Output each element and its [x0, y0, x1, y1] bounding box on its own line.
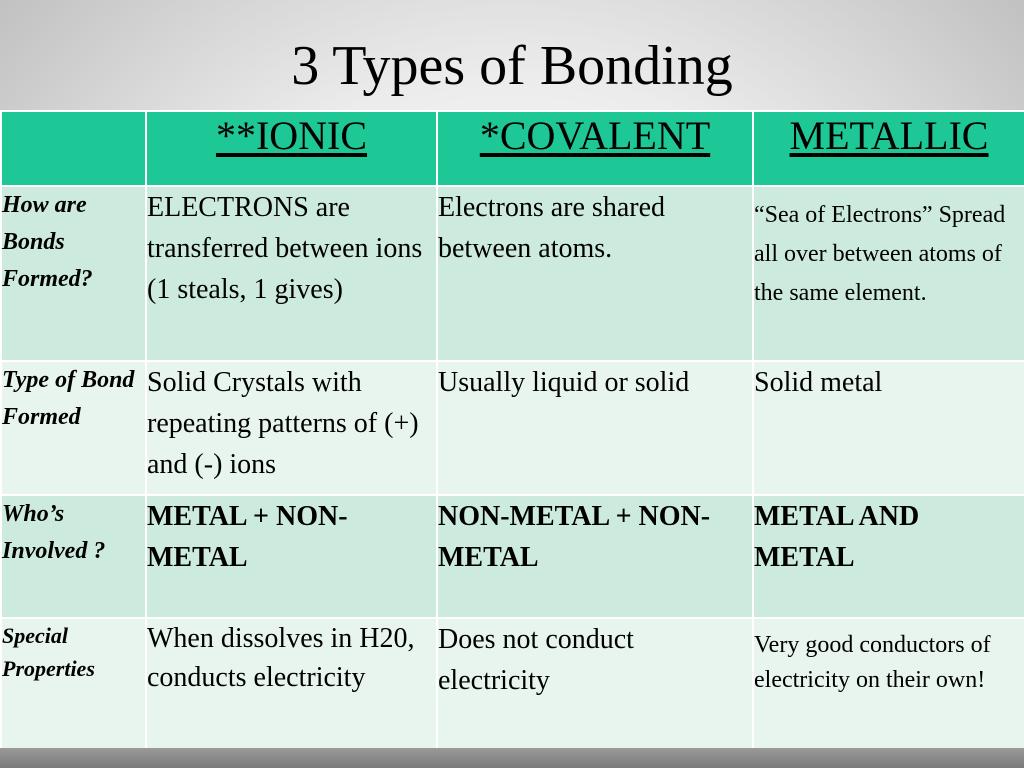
cell-covalent-bond-type: Usually liquid or solid [437, 361, 753, 495]
slide-bottom-band [0, 748, 1024, 768]
row-label-whos-involved: Who’s Involved ? [1, 495, 146, 618]
cell-ionic-special-properties: When dissolves in H20, conducts electricity [146, 618, 437, 749]
slide-title: 3 Types of Bonding [291, 35, 733, 97]
cell-metallic-how-formed: “Sea of Electrons” Spread all over between atoms of the same element. [753, 186, 1024, 361]
cell-ionic-how-formed: ELECTRONS are transferred between ions (1 steals, 1 gives) [146, 186, 437, 361]
row-label-bond-type: Type of Bond Formed [1, 361, 146, 495]
header-ionic: **IONIC [146, 111, 437, 186]
header-metallic: METALLIC [753, 111, 1024, 186]
cell-metallic-special-properties: Very good conductors of electricity on their own! [753, 618, 1024, 749]
table-row [1, 495, 1024, 618]
cell-metallic-bond-type: Solid metal [753, 361, 1024, 495]
cell-covalent-whos-involved: NON-METAL + NON-METAL [437, 495, 753, 618]
header-covalent: *COVALENT [437, 111, 753, 186]
header-corner-cell [1, 111, 146, 186]
table-header-row [1, 111, 1024, 186]
table-row [1, 618, 1024, 749]
cell-metallic-whos-involved: METAL AND METAL [753, 495, 1024, 618]
cell-covalent-special-properties: Does not conduct electricity [437, 618, 753, 749]
cell-covalent-how-formed: Electrons are shared between atoms. [437, 186, 753, 361]
row-label-special-properties: Special Properties [1, 618, 146, 749]
row-label-how-formed: How are Bonds Formed? [1, 186, 146, 361]
cell-ionic-whos-involved: METAL + NON-METAL [146, 495, 437, 618]
table-row [1, 186, 1024, 361]
bonding-comparison-table [0, 110, 1024, 750]
table-row [1, 361, 1024, 495]
cell-ionic-bond-type: Solid Crystals with repeating patterns of (+) and (-) ions [146, 361, 437, 495]
